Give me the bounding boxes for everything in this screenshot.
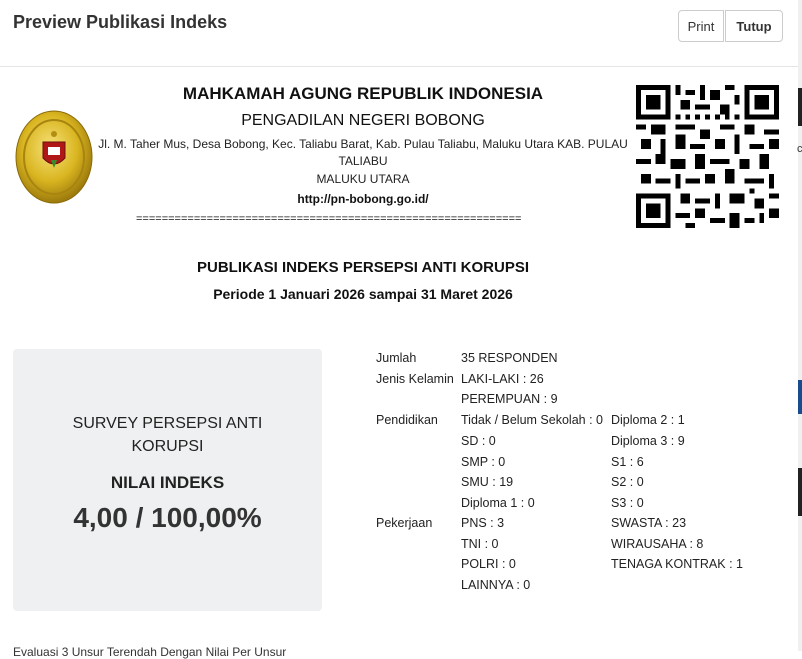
education-label: Pendidikan (376, 413, 438, 427)
jumlah-value: 35 RESPONDEN (461, 351, 558, 365)
court-name: PENGADILAN NEGERI BOBONG (241, 112, 485, 129)
qr-code-icon (636, 85, 779, 228)
publication-period: Periode 1 Januari 2026 sampai 31 Maret 2026 (213, 286, 513, 302)
evaluation-heading: Evaluasi 3 Unsur Terendah Dengan Nilai Per Unsur (13, 645, 287, 659)
education-item: S2 : 0 (611, 475, 644, 489)
survey-label: SURVEY PERSEPSI ANTI KORUPSI (72, 415, 263, 455)
index-label: NILAI INDEKS (110, 473, 225, 492)
court-website: http://pn-bobong.go.id/ (297, 192, 429, 206)
job-label: Pekerjaan (376, 516, 433, 530)
job-item: SWASTA : 23 (611, 516, 687, 530)
job-item: TENAGA KONTRAK : 1 (611, 557, 743, 571)
education-item: SMP : 0 (461, 455, 506, 469)
background-page-text: c (797, 143, 802, 155)
court-address (98, 136, 628, 170)
address-line: TALIABU (338, 154, 388, 168)
index-value: 4,00 / 100,00% (73, 502, 262, 533)
mahkamah-agung-emblem-icon (15, 110, 93, 204)
gender-item: PEREMPUAN : 9 (461, 392, 558, 406)
education-item: S3 : 0 (611, 496, 644, 510)
job-item: WIRAUSAHA : 8 (611, 537, 704, 551)
print-button[interactable]: Print (678, 10, 724, 42)
job-item: PNS : 3 (461, 516, 505, 530)
background-page-fragment (798, 88, 802, 126)
education-item: Diploma 2 : 1 (611, 413, 685, 427)
modal-header (0, 0, 798, 67)
background-page-fragment (798, 468, 802, 516)
gender-label: Jenis Kelamin (376, 372, 454, 386)
education-item: Diploma 1 : 0 (461, 496, 535, 510)
education-item: S1 : 6 (611, 455, 644, 469)
jumlah-label: Jumlah (376, 351, 417, 365)
address-line: Jl. M. Taher Mus, Desa Bobong, Kec. Taliabu Barat, Kab. Pulau Taliabu, Maluku Utara KAB. PULAU (98, 137, 628, 151)
education-item: SD : 0 (461, 434, 496, 448)
court-province: MALUKU UTARA (316, 172, 410, 186)
education-item: Tidak / Belum Sekolah : 0 (461, 413, 603, 427)
job-item: LAINNYA : 0 (461, 578, 531, 592)
survey-index-card (13, 349, 322, 611)
modal-title: Preview Publikasi Indeks (13, 12, 228, 32)
close-button[interactable]: Tutup (725, 10, 783, 42)
publication-title: PUBLIKASI INDEKS PERSEPSI ANTI KORUPSI (197, 259, 529, 276)
institution-name: MAHKAMAH AGUNG REPUBLIK INDONESIA (182, 84, 544, 103)
job-item: TNI : 0 (461, 537, 499, 551)
letterhead-divider: ============================================================ (136, 213, 522, 225)
gender-item: LAKI-LAKI : 26 (461, 372, 544, 386)
education-item: Diploma 3 : 9 (611, 434, 685, 448)
background-page-fragment (798, 380, 802, 414)
job-item: POLRI : 0 (461, 557, 516, 571)
education-item: SMU : 19 (461, 475, 514, 489)
